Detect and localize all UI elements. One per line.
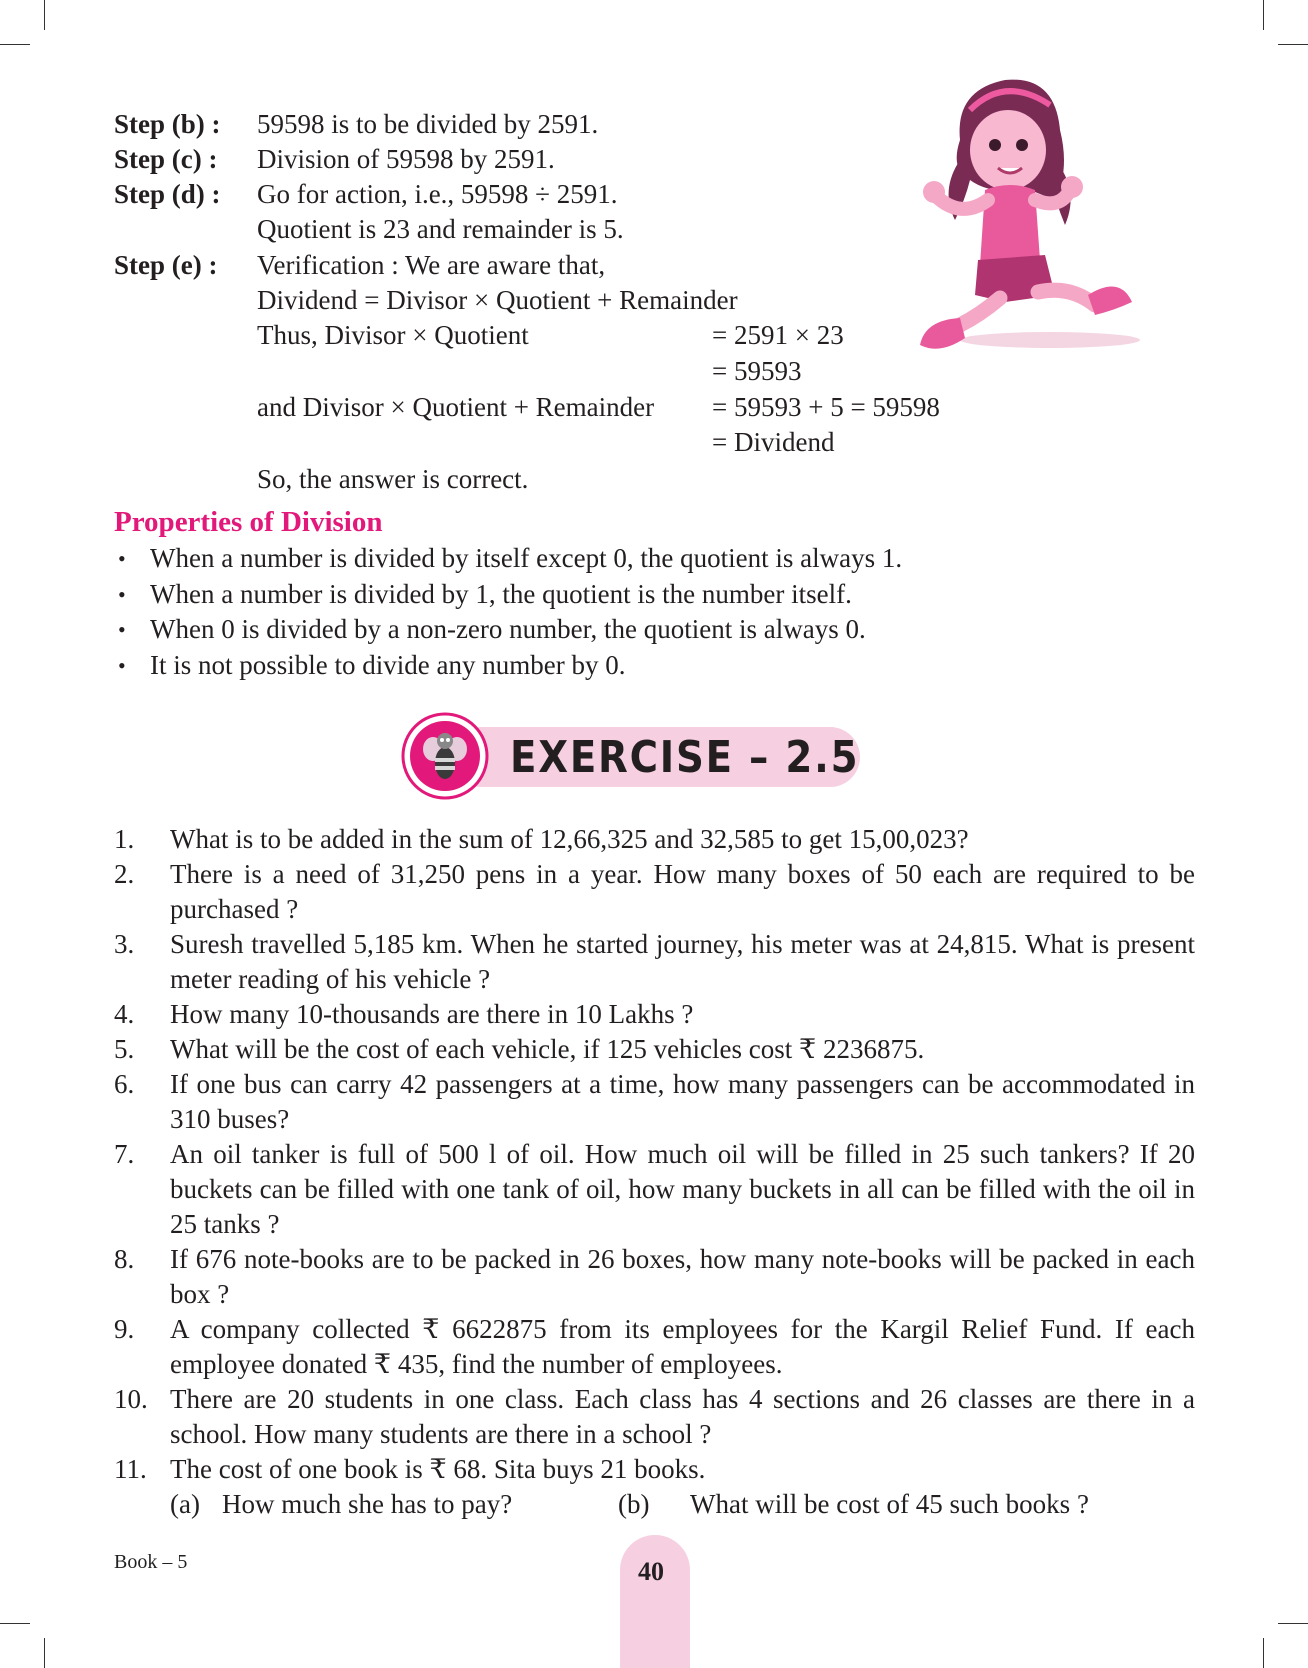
question-number: 6. [114,1069,135,1099]
question-text: An oil tanker is full of 500 l of oil. How much oil will be filled in 25 such tankers? If 20 buckets can be filled with one tank of oil, how many buckets in all can be filled with the oil in 25 tanks ? [170,1139,1195,1239]
question-number: 7. [114,1139,135,1169]
sub-question-label: (b) [618,1489,650,1519]
crop-mark [1263,1638,1264,1668]
and-value: = 59593 + 5 = 59598 [712,392,940,422]
question-text: If 676 note-books are to be packed in 26 boxes, how many note-books will be packed in each box ? [170,1244,1195,1309]
question-text: What is to be added in the sum of 12,66,325 and 32,585 to get 15,00,023? [170,824,969,854]
property-item: When a number is divided by itself except 0, the quotient is always 1. [150,543,903,573]
sub-question-label: (a) [170,1489,200,1519]
exercise-title: EXERCISE – 2.5 [510,732,860,783]
and-label: and Divisor × Quotient + Remainder [257,392,655,422]
step-c-label: Step (c) : [114,144,218,174]
bullet-icon: • [118,617,126,642]
step-d-label: Step (d) : [114,179,221,209]
crop-mark [1278,44,1308,45]
question-text: There are 20 students in one class. Each class has 4 sections and 26 classes are there in a school. How many students are there in a school ? [170,1384,1195,1449]
question-text: Suresh travelled 5,185 km. When he started journey, his meter was at 24,815. What is present meter reading of his vehicle ? [170,929,1195,994]
step-d-text-2: Quotient is 23 and remainder is 5. [257,214,624,244]
step-b-label: Step (b) : [114,109,221,139]
question-number: 11. [114,1454,147,1484]
crop-mark [44,1638,45,1668]
crop-mark [1263,0,1264,30]
step-e-text-2: Dividend = Divisor × Quotient + Remainder [257,285,738,315]
bee-icon [400,711,490,801]
crop-mark [0,1623,30,1624]
question-text: What will be the cost of each vehicle, if 125 vehicles cost ₹ 2236875. [170,1034,925,1064]
question-number: 2. [114,859,135,889]
thus-value-2: = 59593 [712,356,802,386]
girl-running-illustration [920,70,1150,370]
question-text: How many 10-thousands are there in 10 Lakhs ? [170,999,694,1029]
question-text: The cost of one book is ₹ 68. Sita buys 21 books. [170,1454,706,1484]
and-value-2: = Dividend [712,427,835,457]
question-text: A company collected ₹ 6622875 from its employees for the Kargil Relief Fund. If each employee donated ₹ 435, find the number of employees. [170,1314,1195,1379]
crop-mark [1278,1623,1308,1624]
question-number: 4. [114,999,135,1029]
book-label: Book – 5 [114,1551,188,1573]
question-number: 3. [114,929,135,959]
question-number: 5. [114,1034,135,1064]
property-item: When a number is divided by 1, the quotient is the number itself. [150,579,852,609]
thus-label: Thus, Divisor × Quotient [257,320,529,350]
step-e-label: Step (e) : [114,250,218,280]
bullet-icon: • [118,653,126,678]
question-number: 8. [114,1244,135,1274]
bullet-icon: • [118,582,126,607]
step-d-text: Go for action, i.e., 59598 ÷ 2591. [257,179,618,209]
question-number: 1. [114,824,135,854]
question-text: If one bus can carry 42 passengers at a time, how many passengers can be accommodated in 310 buses? [170,1069,1195,1134]
sub-question-text: What will be cost of 45 such books ? [690,1489,1089,1519]
property-item: It is not possible to divide any number by 0. [150,650,626,680]
page-tab [620,1535,690,1668]
step-e-text: Verification : We are aware that, [257,250,606,280]
step-b-text: 59598 is to be divided by 2591. [257,109,599,139]
page-number: 40 [638,1557,664,1586]
question-number: 10. [114,1384,148,1414]
properties-heading: Properties of Division [114,506,383,538]
sub-question-text: How much she has to pay? [222,1489,513,1519]
step-c-text: Division of 59598 by 2591. [257,144,555,174]
crop-mark [44,0,45,30]
thus-value: = 2591 × 23 [712,320,844,350]
question-number: 9. [114,1314,135,1344]
conclusion: So, the answer is correct. [257,464,529,494]
property-item: When 0 is divided by a non-zero number, the quotient is always 0. [150,614,866,644]
question-text: There is a need of 31,250 pens in a year. How many boxes of 50 each are required to be purchased ? [170,859,1195,924]
bullet-icon: • [118,546,126,571]
crop-mark [0,44,30,45]
